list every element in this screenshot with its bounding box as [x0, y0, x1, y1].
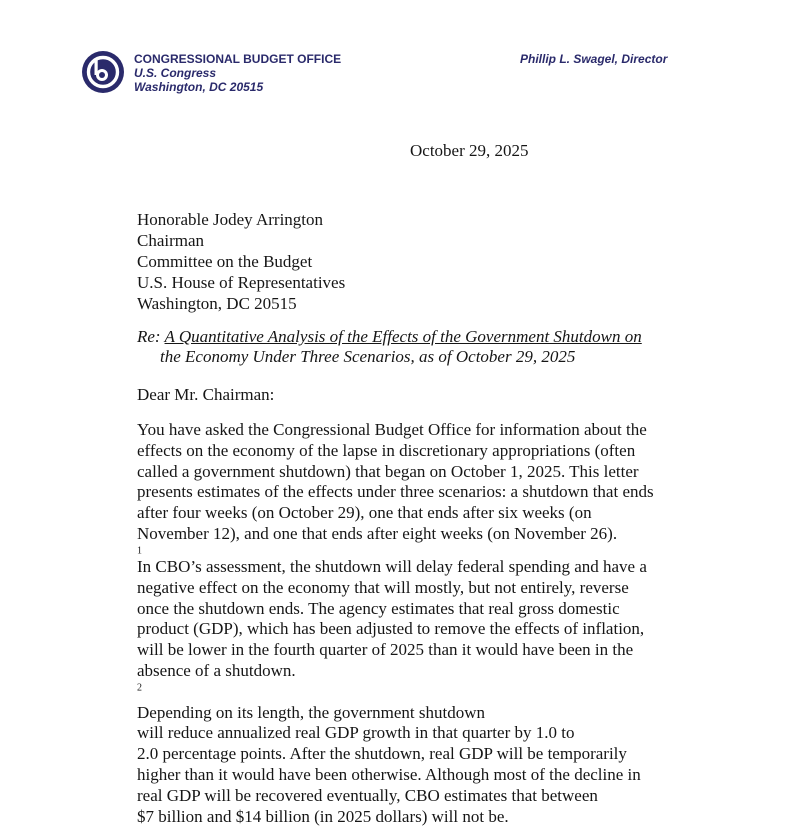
subject-prefix: Re: — [137, 327, 165, 346]
subject-title-part1: A Quantitative Analysis of the Effects of the Government Shutdown on — [164, 327, 642, 346]
paragraph-line: presents estimates of the effects under three scenarios: a shutdown that ends — [137, 482, 654, 502]
cbo-logo-icon — [80, 49, 126, 95]
addressee-committee: Committee on the Budget — [137, 252, 313, 271]
director-name: Phillip L. Swagel, Director — [520, 52, 668, 66]
paragraph-line: real GDP will be recovered eventually, CBO estimates that between — [137, 785, 598, 805]
paragraph-line-part: Depending on its length, the government shutdown — [137, 702, 485, 722]
paragraph-line: once the shutdown ends. The agency estimates that real gross domestic — [137, 598, 620, 618]
addressee-block — [137, 209, 345, 314]
footnote-1-marker[interactable]: 1 — [137, 545, 142, 557]
addressee-body: U.S. House of Representatives — [137, 273, 346, 292]
paragraph-line: November 12), and one that ends after eight weeks (on November 26). — [137, 523, 618, 543]
paragraph-1 — [137, 420, 677, 566]
addressee-name: Honorable Jodey Arrington — [137, 210, 324, 229]
letterhead-address-line2: Washington, DC 20515 — [134, 80, 264, 94]
paragraph-line: product (GDP), which has been adjusted to remove the effects of inflation, — [137, 619, 645, 639]
addressee-title: Chairman — [137, 231, 205, 250]
letterhead-address-line1: U.S. Congress — [134, 66, 217, 80]
paragraph-line: $7 billion and $14 billion (in 2025 dollars) will not be. — [137, 806, 509, 826]
paragraph-line: will be lower in the fourth quarter of 2025 than it would have been in the — [137, 640, 634, 660]
paragraph-line-part: absence of a shutdown. — [137, 660, 296, 680]
paragraph-line: higher than it would have been otherwise. Although most of the decline in — [137, 764, 641, 784]
paragraph-2 — [137, 557, 677, 827]
paragraph-line: called a government shutdown) that began on October 1, 2025. This letter — [137, 461, 639, 481]
paragraph-line: You have asked the Congressional Budget Office for information about the — [137, 420, 647, 439]
paragraph-line: 2.0 percentage points. After the shutdown, real GDP will be temporarily — [137, 744, 627, 764]
salutation: Dear Mr. Chairman: — [137, 385, 275, 404]
subject-title-part2: the Economy Under Three Scenarios, as of October 29, 2025 — [160, 347, 576, 366]
paragraph-line: In CBO’s assessment, the shutdown will delay federal spending and have a — [137, 557, 647, 576]
paragraph-line: effects on the economy of the lapse in discretionary appropriations (often — [137, 440, 636, 460]
paragraph-line: negative effect on the economy that will mostly, but not entirely, reverse — [137, 577, 629, 597]
organization-name: CONGRESSIONAL BUDGET OFFICE — [134, 52, 342, 66]
addressee-city: Washington, DC 20515 — [137, 294, 297, 313]
letter-date: October 29, 2025 — [410, 141, 529, 160]
footnote-2-marker[interactable]: 2 — [137, 682, 142, 694]
letterhead-organization — [134, 52, 341, 94]
subject-line — [137, 327, 642, 367]
paragraph-line: will reduce annualized real GDP growth in that quarter by 1.0 to — [137, 723, 575, 743]
paragraph-line: after four weeks (on October 29), one that ends after six weeks (on — [137, 503, 592, 523]
